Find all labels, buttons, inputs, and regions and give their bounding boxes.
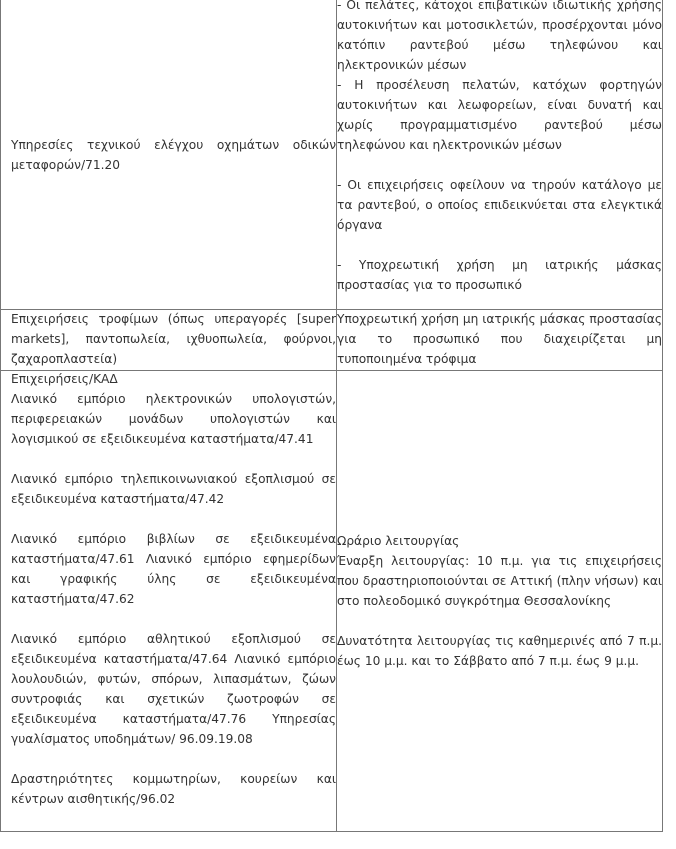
business-heading: Επιχειρήσεις/ΚΑΔ	[11, 372, 118, 386]
measure-text: Υποχρεωτική χρήση μη ιατρικής μάσκας προστασίας για το προσωπικό που διαχειρίζεται μη τυποποιημένα τρόφιμα	[337, 312, 662, 366]
measures-cell	[337, 371, 663, 832]
hours-text: Δυνατότητα λειτουργίας τις καθημερινές από 7 π.μ. έως 10 μ.μ. και το Σάββατο από 7 π.μ. έως 9 μ.μ.	[337, 634, 662, 668]
business-text: Λιανικό εμπόριο αθλητικού εξοπλισμού σε εξειδικευμένα καταστήματα/47.64 Λιανικό εμπόριο λουλουδιών, φυτών, σπόρων, λιπασμάτων, ζώων συντροφιάς και σχετικών ζωοτροφών σε εξειδικευμένα καταστήματα/47.76 Υπηρεσίας γυαλίσματος υποδημάτων/ 96.09.19.08	[11, 632, 336, 746]
measures-cell	[337, 310, 663, 371]
business-text: Υπηρεσίες τεχνικού ελέγχου οχημάτων οδικών μεταφορών/71.20	[11, 137, 336, 172]
hours-heading: Ωράριο λειτουργίας	[337, 534, 460, 548]
measure-text: - Η προσέλευση πελατών, κατόχων φορτηγών αυτοκινήτων και λεωφορείων, είναι δυνατή και χωρίς προγραμματισμένο ραντεβού μέσω τηλεφώνου και ηλεκτρονικών μέσων	[337, 78, 662, 152]
business-text: Επιχειρήσεις τροφίμων (όπως υπεραγορές [super markets], παντοπωλεία, ιχθυοπωλεία, φούρνοι, ζαχαροπλαστεία)	[11, 312, 336, 366]
measure-text: - Υποχρεωτική χρήση μη ιατρικής μάσκας προστασίας για το προσωπικό	[337, 258, 662, 292]
business-text: Λιανικό εμπόριο βιβλίων σε εξειδικευμένα καταστήματα/47.61 Λιανικό εμπόριο εφημερίδων και γραφικής ύλης σε εξειδικευμένα καταστήματα/47.62	[11, 532, 336, 606]
measures-cell	[337, 0, 663, 310]
business-text: Λιανικό εμπόριο ηλεκτρονικών υπολογιστών, περιφερειακών μονάδων υπολογιστών και λογισμικού σε εξειδικευμένα καταστήματα/47.41	[11, 392, 336, 446]
business-cell	[1, 310, 337, 371]
business-cell	[1, 0, 337, 310]
table-row	[1, 310, 663, 371]
table-row	[1, 0, 663, 310]
business-text: Λιανικό εμπόριο τηλεπικοινωνιακού εξοπλισμού σε εξειδικευμένα καταστήματα/47.42	[11, 472, 336, 506]
measure-text: - Οι πελάτες, κάτοχοι επιβατικών ιδιωτικής χρήσης αυτοκινήτων και μοτοσικλετών, προσέρχονται μόνο κατόπιν ραντεβού μέσω τηλεφώνου και ηλεκτρονικών μέσων	[337, 0, 662, 72]
measure-text: - Οι επιχειρήσεις οφείλουν να τηρούν κατάλογο με τα ραντεβού, ο οποίος επιδεικνύεται στα ελεγκτικά όργανα	[337, 178, 662, 232]
hours-text: Έναρξη λειτουργίας: 10 π.μ. για τις επιχειρήσεις που δραστηριοποιούνται σε Αττική (πλην νήσων) και στο πολεοδομικό συγκρότημα Θεσσαλονίκης	[337, 554, 662, 608]
table-row	[1, 371, 663, 832]
business-text: Δραστηριότητες κομμωτηρίων, κουρείων και κέντρων αισθητικής/96.02	[11, 772, 336, 806]
business-cell	[1, 371, 337, 832]
